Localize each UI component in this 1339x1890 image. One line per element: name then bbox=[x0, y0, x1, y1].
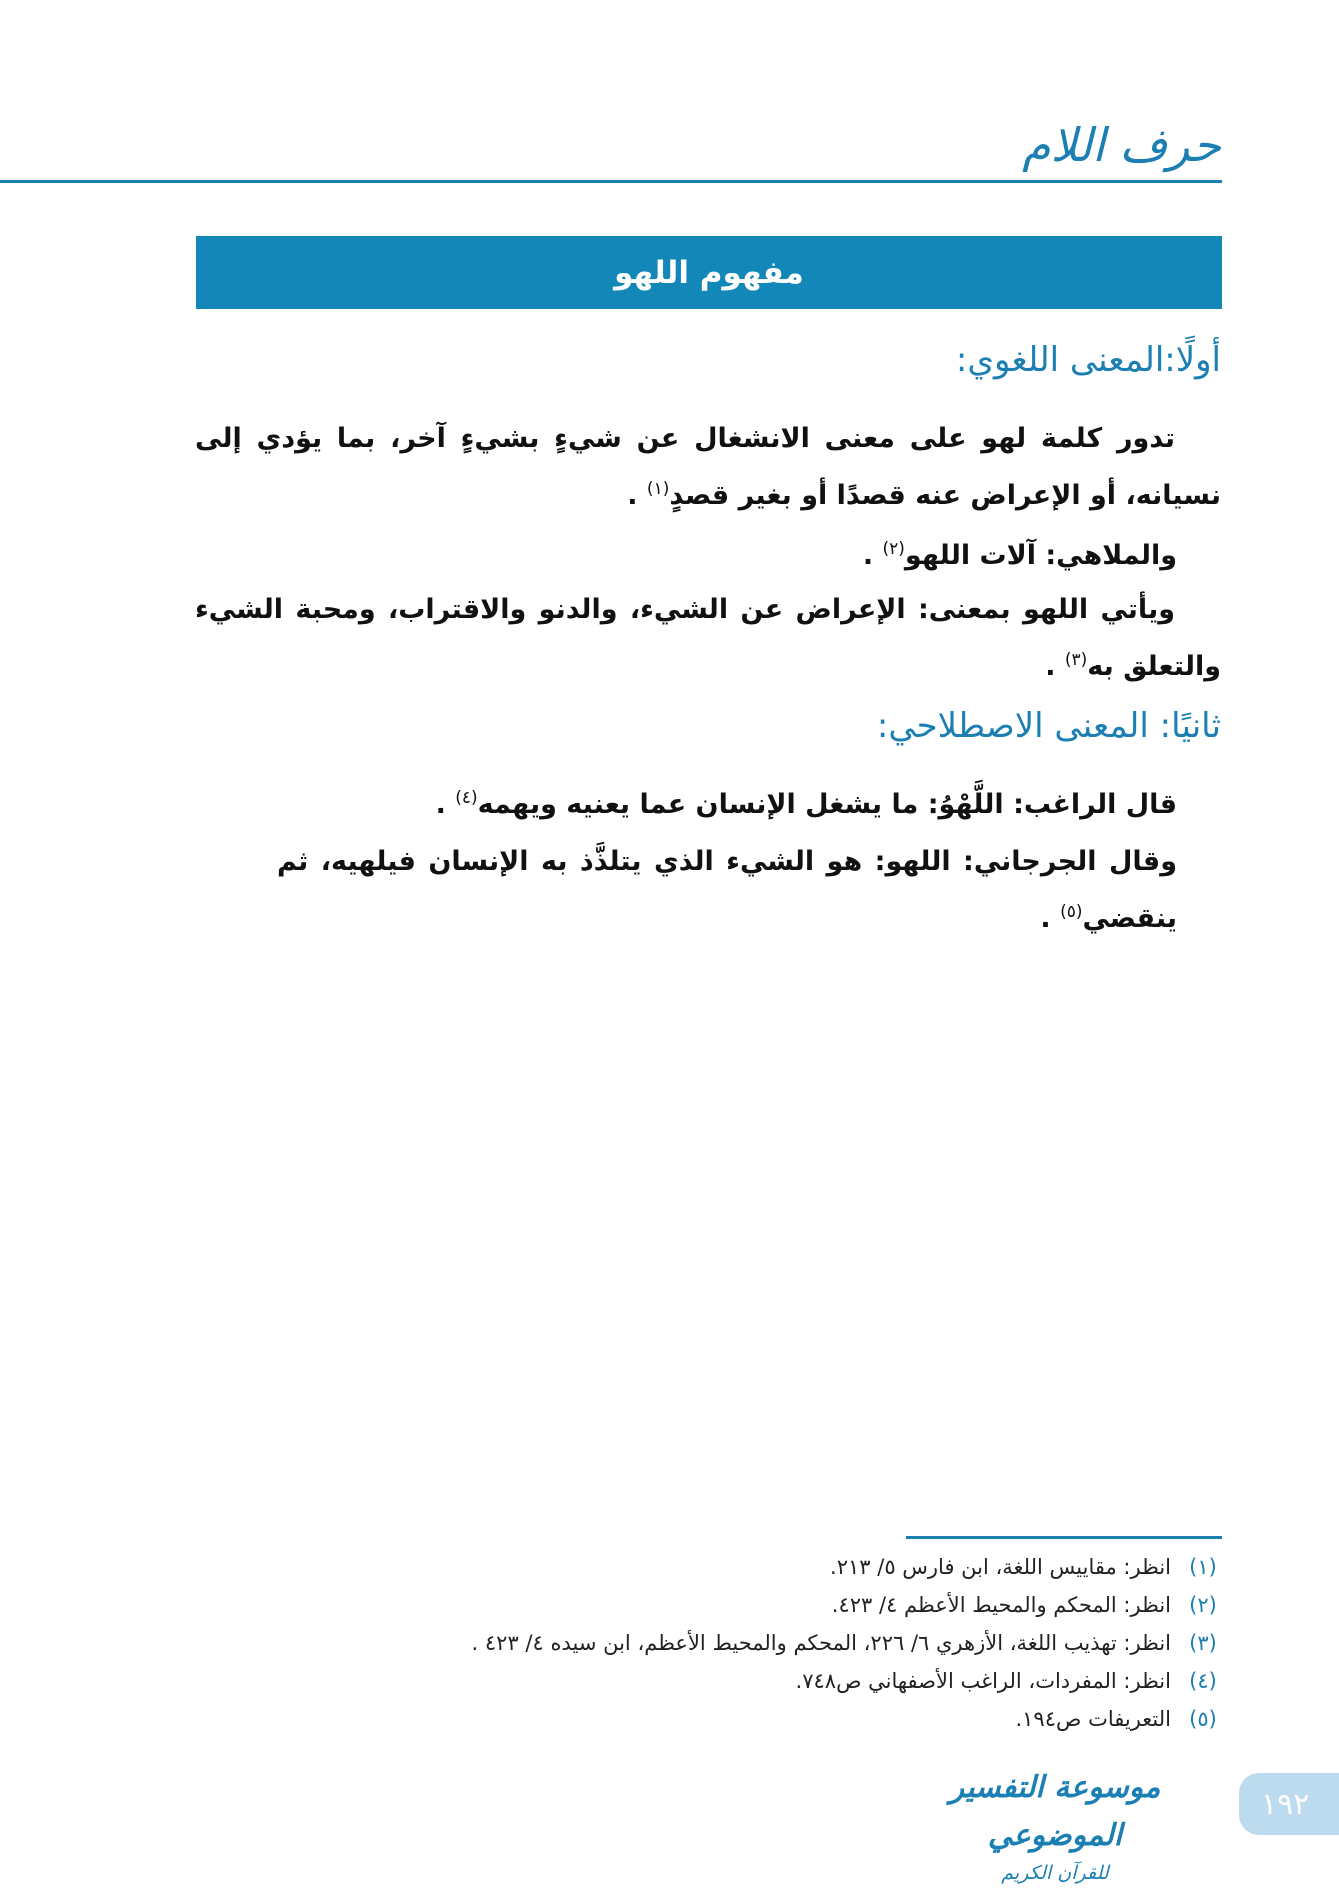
lexical-heading: أولًا:المعنى اللغوي: bbox=[955, 340, 1221, 380]
lexical-p1-text: تدور كلمة لهو على معنى الانشغال عن شيءٍ بشيءٍ آخر، بما يؤدي إلى نسيانه، أو الإعراض عنه قصدًا أو بغير قصدٍ bbox=[195, 423, 1221, 511]
footnote-text: انظر: المفردات، الراغب الأصفهاني ص٧٤٨. bbox=[795, 1669, 1171, 1693]
footnote-ref-2[interactable]: (٢) bbox=[882, 539, 905, 559]
technical-p4-text: قال الراغب: اللَّهْوُ: ما يشغل الإنسان عما يعنيه ويهمه bbox=[477, 789, 1177, 820]
encyclopedia-logo bbox=[920, 1764, 1190, 1884]
period: . bbox=[627, 480, 638, 511]
lexical-paragraph-3 bbox=[195, 581, 1221, 695]
lexical-paragraph-1 bbox=[195, 410, 1221, 524]
running-header: حرف اللام bbox=[1022, 118, 1221, 172]
footnote-ref-4[interactable]: (٤) bbox=[455, 788, 478, 808]
footnote-ref-5[interactable]: (٥) bbox=[1060, 902, 1083, 922]
footnote bbox=[195, 1662, 1221, 1700]
section-banner bbox=[196, 236, 1222, 309]
header-rule bbox=[0, 180, 1222, 183]
footnote bbox=[195, 1586, 1221, 1624]
period: . bbox=[1040, 903, 1051, 934]
footnote-number: (٣) bbox=[1189, 1631, 1217, 1655]
footnote-text: انظر: المحكم والمحيط الأعظم ٤/ ٤٢٣. bbox=[831, 1593, 1171, 1617]
footnote-ref-1[interactable]: (١) bbox=[646, 479, 670, 499]
lexical-paragraph-2 bbox=[277, 527, 1177, 584]
technical-paragraph-2 bbox=[277, 833, 1177, 947]
technical-p5-text: وقال الجرجاني: اللهو: هو الشيء الذي يتلذَّذ به الإنسان فيلهيه، ثم ينقضي bbox=[277, 846, 1177, 934]
period: . bbox=[862, 540, 874, 571]
period: . bbox=[435, 789, 446, 820]
footnote-ref-3[interactable]: (٣) bbox=[1064, 650, 1088, 670]
footnote bbox=[195, 1624, 1221, 1662]
footnotes bbox=[195, 1548, 1221, 1738]
technical-heading: ثانيًا: المعنى الاصطلاحي: bbox=[876, 706, 1221, 746]
page-number-tab bbox=[1239, 1773, 1339, 1835]
footnote-text: انظر: تهذيب اللغة، الأزهري ٦/ ٢٢٦، المحكم والمحيط الأعظم، ابن سيده ٤/ ٤٢٣ . bbox=[471, 1631, 1171, 1655]
section-title: مفهوم اللهو bbox=[614, 254, 804, 291]
period: . bbox=[1045, 651, 1056, 682]
footnote-number: (٢) bbox=[1189, 1593, 1217, 1617]
technical-paragraph-1 bbox=[277, 776, 1177, 833]
footnote bbox=[195, 1700, 1221, 1738]
footnote-text: انظر: مقاييس اللغة، ابن فارس ٥/ ٢١٣. bbox=[830, 1555, 1171, 1579]
footnote-text: التعريفات ص١٩٤. bbox=[1015, 1707, 1171, 1731]
page-number: ١٩٢ bbox=[1261, 1786, 1310, 1822]
logo-subtitle: للقرآن الكريم bbox=[1001, 1862, 1109, 1884]
footnote-number: (٥) bbox=[1189, 1707, 1217, 1731]
footnote-number: (١) bbox=[1189, 1555, 1217, 1579]
lexical-p2-text: والملاهي: آلات اللهو bbox=[904, 540, 1177, 571]
logo-title: موسوعة التفسير الموضوعي bbox=[949, 1770, 1161, 1853]
lexical-p3-text: ويأتي اللهو بمعنى: الإعراض عن الشيء، والدنو والاقتراب، ومحبة الشيء والتعلق به bbox=[195, 594, 1221, 682]
footnote-number: (٤) bbox=[1189, 1669, 1217, 1693]
footnote bbox=[195, 1548, 1221, 1586]
footnote-rule bbox=[906, 1536, 1222, 1539]
